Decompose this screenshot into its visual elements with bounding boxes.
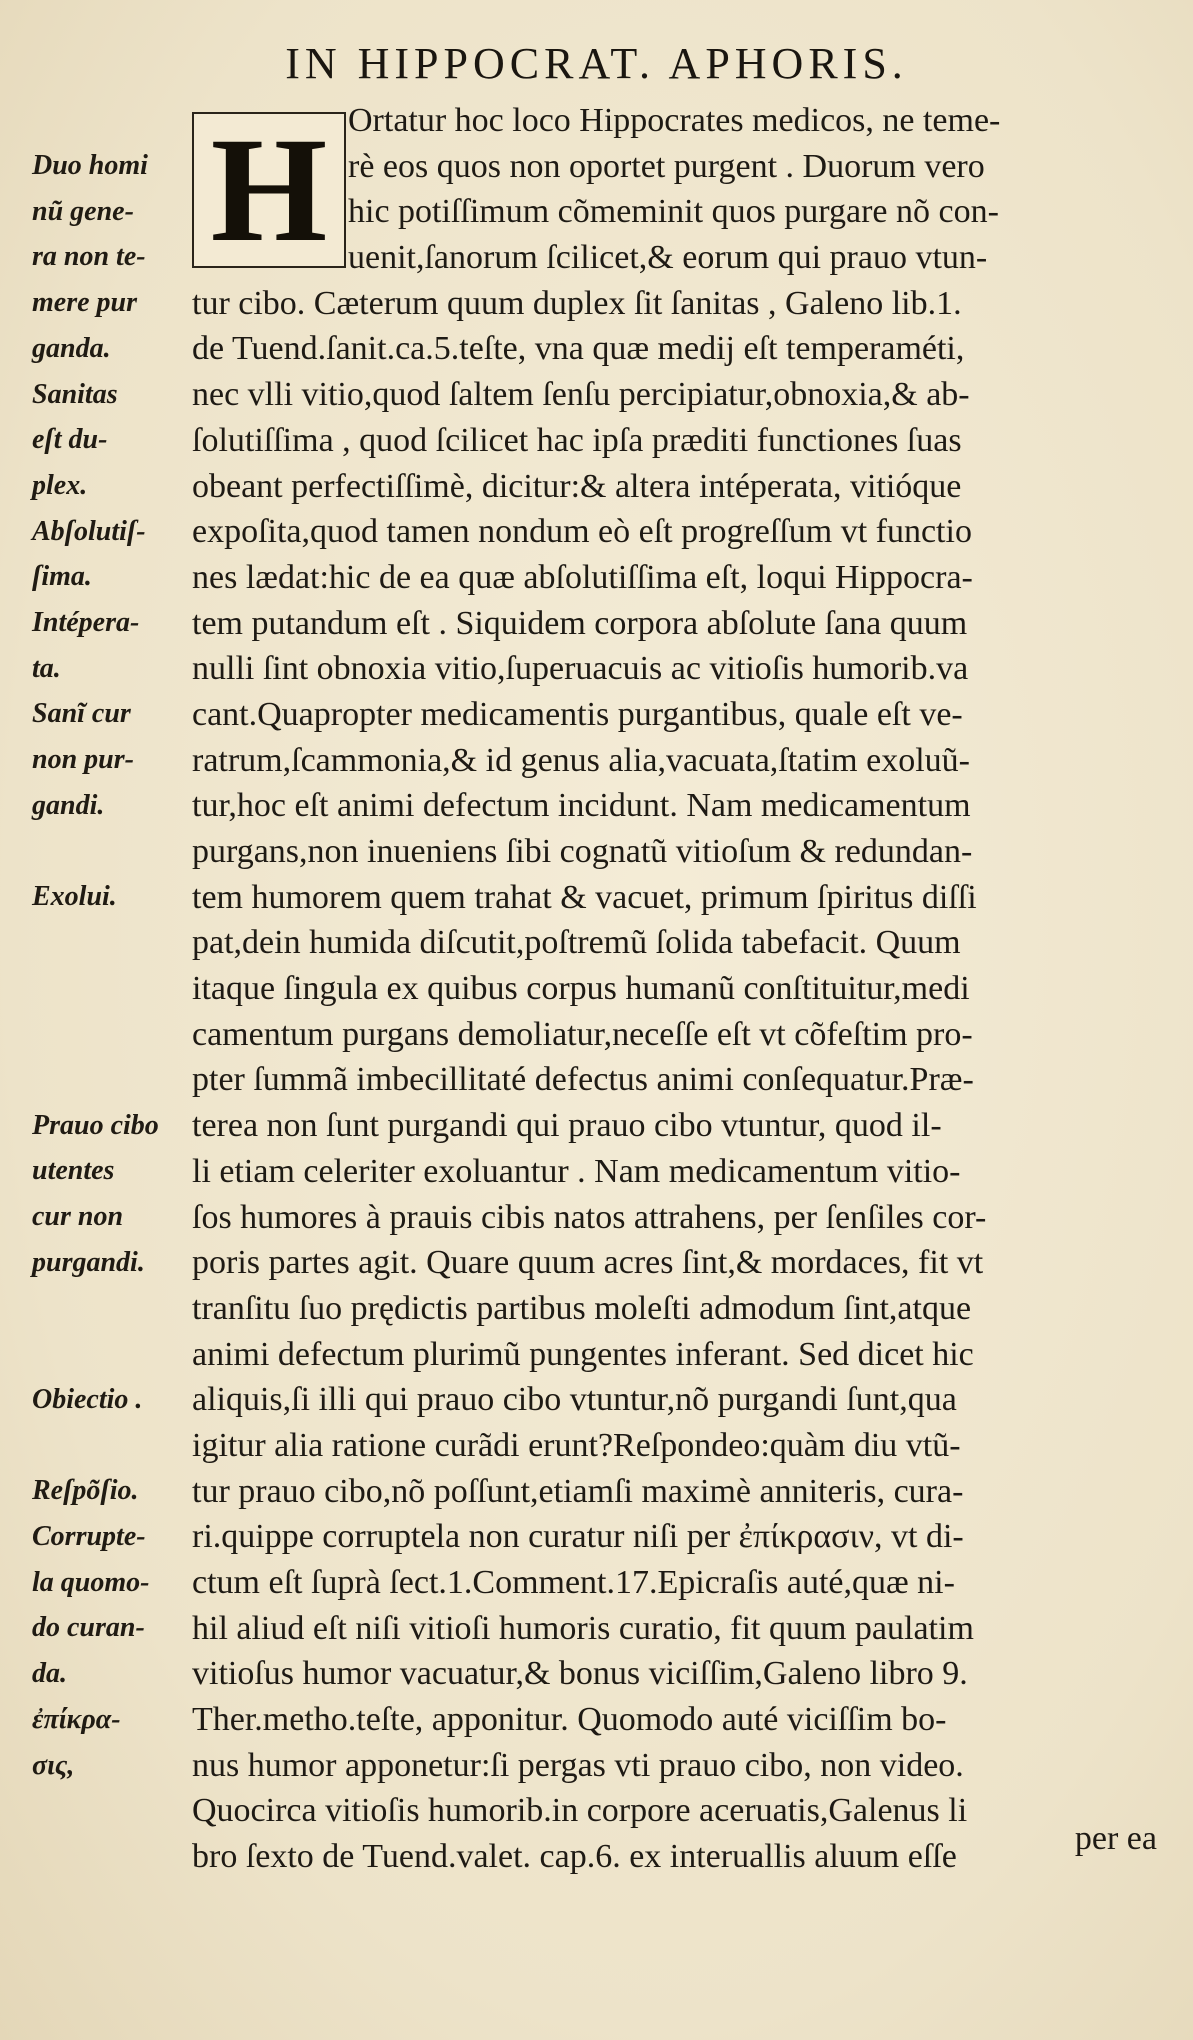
text-line: ctum eſt ſuprà ſect.1.Comment.17.Epicraſis auté,quæ ni-	[192, 1564, 955, 1601]
text-line: de Tuend.ſanit.ca.5.teſte, vna quæ medij eſt temperaméti,	[192, 330, 965, 368]
drop-cap-initial: H	[192, 112, 346, 268]
margin-note: non pur-	[32, 744, 134, 776]
text-line: poris partes agit. Quare quum acres ſint,& mordaces, fit vt	[192, 1244, 984, 1282]
text-line: animi defectum plurimũ pungentes inferant. Sed dicet hic	[192, 1335, 974, 1373]
text-line: hic potiſſimum cõmeminit quos purgare nõ con-	[348, 193, 999, 231]
text-line: ſos humores à prauis cibis natos attrahens, per ſenſiles cor-	[192, 1198, 987, 1236]
text-line: obeant perfectiſſimè, dicitur:& altera intéperata, vitióque	[192, 467, 962, 505]
margin-note: Prauo cibo	[32, 1109, 159, 1141]
margin-note: ſima.	[32, 561, 92, 593]
margin-note: plex.	[32, 469, 88, 501]
text-line: terea non ſunt purgandi qui prauo cibo vtuntur, quod il-	[192, 1107, 942, 1145]
margin-note: utentes	[32, 1155, 115, 1187]
text-line: Quocirca vitioſis humorib.in corpore aceruatis,Galenus li	[192, 1792, 968, 1830]
text-line: vitioſus humor vacuatur,& bonus viciſſim,Galeno libro 9.	[192, 1655, 968, 1693]
margin-note: ra non te-	[32, 241, 146, 273]
text-line: tur cibo. Cæterum quum duplex ſit ſanitas , Galeno lib.1.	[192, 284, 962, 322]
text-line: pter ſummã imbecillitaté defectus animi conſequatur.Præ-	[192, 1061, 974, 1099]
margin-note: σις,	[32, 1749, 75, 1781]
text-line: li etiam celeriter exoluantur . Nam medicamentum vitio-	[192, 1152, 961, 1190]
margin-note: Reſpõſio.	[32, 1475, 139, 1507]
text-line: tem humorem quem trahat & vacuet, primum ſpiritus diſſi	[192, 878, 977, 916]
text-line: purgans,non inueniens ſibi cognatũ vitioſum & redundan-	[192, 833, 973, 870]
text-line: aliquis,ſi illi qui prauo cibo vtuntur,nõ purgandi ſunt,qua	[192, 1381, 957, 1419]
text-line: itaque ſingula ex quibus corpus humanũ conſtituitur,medi	[192, 970, 970, 1008]
text-line: nulli ſint obnoxia vitio,ſuperuacuis ac vitioſis humorib.va	[192, 650, 969, 688]
margin-note: cur non	[32, 1201, 124, 1233]
text-line: tranſitu ſuo prędictis partibus moleſti admodum ſint,atque	[192, 1289, 972, 1327]
margin-note: ganda.	[32, 332, 111, 364]
text-line: camentum purgans demoliatur,neceſſe eſt vt cõfeſtim pro-	[192, 1015, 973, 1053]
text-line: pat,dein humida diſcutit,poſtremũ ſolida tabefacit. Quum	[192, 924, 961, 962]
margin-note: gandi.	[32, 789, 105, 821]
text-line: nes lædat:hic de ea quæ abſolutiſſima eſt, loqui Hippocra-	[192, 558, 973, 596]
margin-note: la quomo-	[32, 1566, 150, 1598]
text-line: cant.Quapropter medicamentis purgantibus, quale eſt ve-	[192, 695, 963, 733]
body-text	[192, 98, 1152, 1880]
text-line: igitur alia ratione curãdi erunt?Reſpondeo:quàm diu vtũ-	[192, 1426, 961, 1464]
margin-note: nũ gene-	[32, 195, 134, 227]
text-line: ratrum,ſcammonia,& id genus alia,vacuata,ſtatim exoluũ-	[192, 741, 970, 779]
text-line: ſolutiſſima , quod ſcilicet hac ipſa præditi functiones ſuas	[192, 421, 962, 459]
text-line: bro ſexto de Tuend.valet. cap.6. ex interuallis aluum eſſe	[192, 1838, 957, 1876]
text-line: tem putandum eſt . Siquidem corpora abſolute ſana quum	[192, 604, 968, 642]
margin-note: Duo homi	[32, 150, 148, 181]
margin-note: Sanitas	[32, 378, 118, 410]
margin-note: ἐπίκρα-	[32, 1703, 121, 1735]
margin-note: Corrupte-	[32, 1521, 146, 1552]
text-line: nec vlli vitio,quod ſaltem ſenſu percipiatur,obnoxia,& ab-	[192, 376, 970, 414]
text-line: nus humor apponetur:ſi pergas vti prauo cibo, non video.	[192, 1746, 964, 1784]
text-line: uenit,ſanorum ſcilicet,& eorum qui prauo vtun-	[348, 239, 988, 277]
text-line: tur prauo cibo,nõ poſſunt,etiamſi maximè anniteris, cura-	[192, 1472, 964, 1510]
margin-note: purgandi.	[32, 1246, 145, 1278]
margin-note: mere pur	[32, 287, 137, 319]
margin-note: da.	[32, 1658, 67, 1690]
margin-note: Abſolutiſ-	[32, 515, 146, 547]
margin-note: do curan-	[32, 1612, 145, 1644]
text-line: expoſita,quod tamen nondum eò eſt progreſſum vt functio	[192, 513, 972, 551]
margin-note: Obiectio .	[32, 1383, 143, 1415]
margin-note: Exolui.	[32, 881, 117, 913]
text-line: Ortatur hoc loco Hippocrates medicos, ne teme-	[348, 102, 1001, 139]
text-line: tur,hoc eſt animi defectum incidunt. Nam medicamentum	[192, 787, 971, 825]
text-line: hil aliud eſt niſi vitioſi humoris curatio, fit quum paulatim	[192, 1609, 974, 1647]
catchword: per ea	[1074, 1820, 1157, 1857]
margin-note: Sanĩ cur	[32, 698, 131, 730]
margin-note: ta.	[32, 652, 61, 684]
text-line: Ther.metho.teſte, apponitur. Quomodo auté viciſſim bo-	[192, 1701, 947, 1739]
text-line: ri.quippe corruptela non curatur niſi per ἐπίκρασιν, vt di-	[192, 1518, 964, 1556]
margin-note: Intépera-	[32, 607, 140, 638]
margin-note: eſt du-	[32, 424, 108, 456]
text-line: rè eos quos non oportet purgent . Duorum vero	[348, 147, 985, 185]
page-header: IN HIPPOCRAT. APHORIS.	[285, 39, 908, 88]
